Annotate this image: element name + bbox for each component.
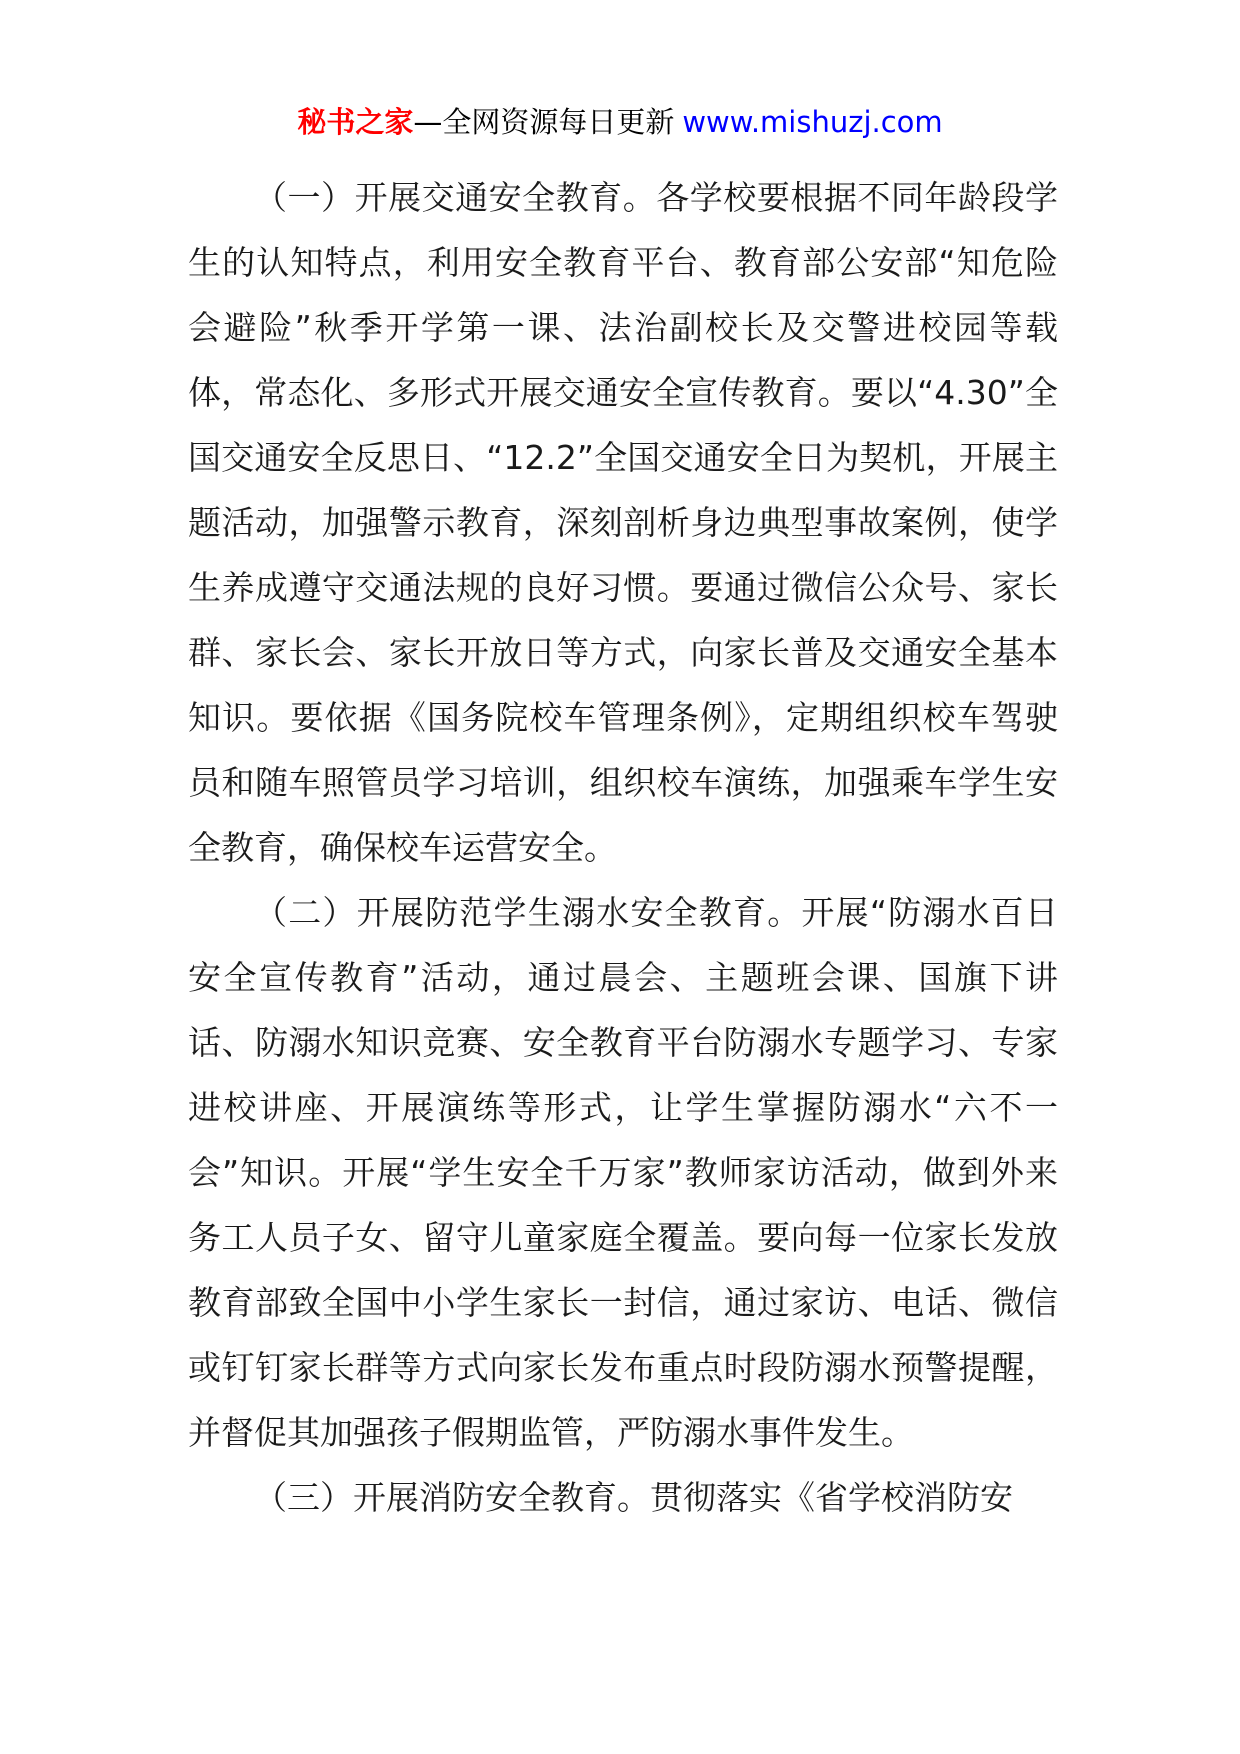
site-tagline: —全网资源每日更新: [413, 105, 675, 139]
paragraph-fire-safety: （三）开展消防安全教育。贯彻落实《省学校消防安: [254, 1478, 1013, 1517]
paragraph-traffic-safety: （一）开展交通安全教育。各学校要根据不同年龄段学生的认知特点，利用安全教育平台、教育部公安部“知危险会避险”秋季开学第一课、法治副校长及交警进校园等载体，常态化、多形式开展交通安全宣传教育。要以“4.30”全国交通安全反思日、“12.2”全国交通安全日为契机，开展主题活动，加强警示教育，深刻剖析身边典型事故案例，使学生养成遵守交通法规的良好习惯。要通过微信公众号、家长群、家长会、家长开放日等方式，向家长普及交通安全基本知识。要依据《国务院校车管理条例》，定期组织校车驾驶员和随车照管员学习培训，组织校车演练，加强乘车学生安全教育，确保校车运营安全。: [188, 178, 1058, 867]
site-url-link[interactable]: www.mishuzj.com: [682, 105, 943, 139]
site-brand: 秘书之家: [297, 105, 414, 139]
document-body: [188, 165, 1058, 1530]
paragraph-drowning-prevention: （二）开展防范学生溺水安全教育。开展“防溺水百日安全宣传教育”活动，通过晨会、主题班会课、国旗下讲话、防溺水知识竞赛、安全教育平台防溺水专题学习、专家进校讲座、开展演练等形式，让学生掌握防溺水“六不一会”知识。开展“学生安全千万家”教师家访活动，做到外来务工人员子女、留守儿童家庭全覆盖。要向每一位家长发放教育部致全国中小学生家长一封信，通过家访、电话、微信或钉钉家长群等方式向家长发布重点时段防溺水预警提醒，并督促其加强孩子假期监管，严防溺水事件发生。: [188, 893, 1058, 1452]
site-header: [0, 100, 1240, 144]
